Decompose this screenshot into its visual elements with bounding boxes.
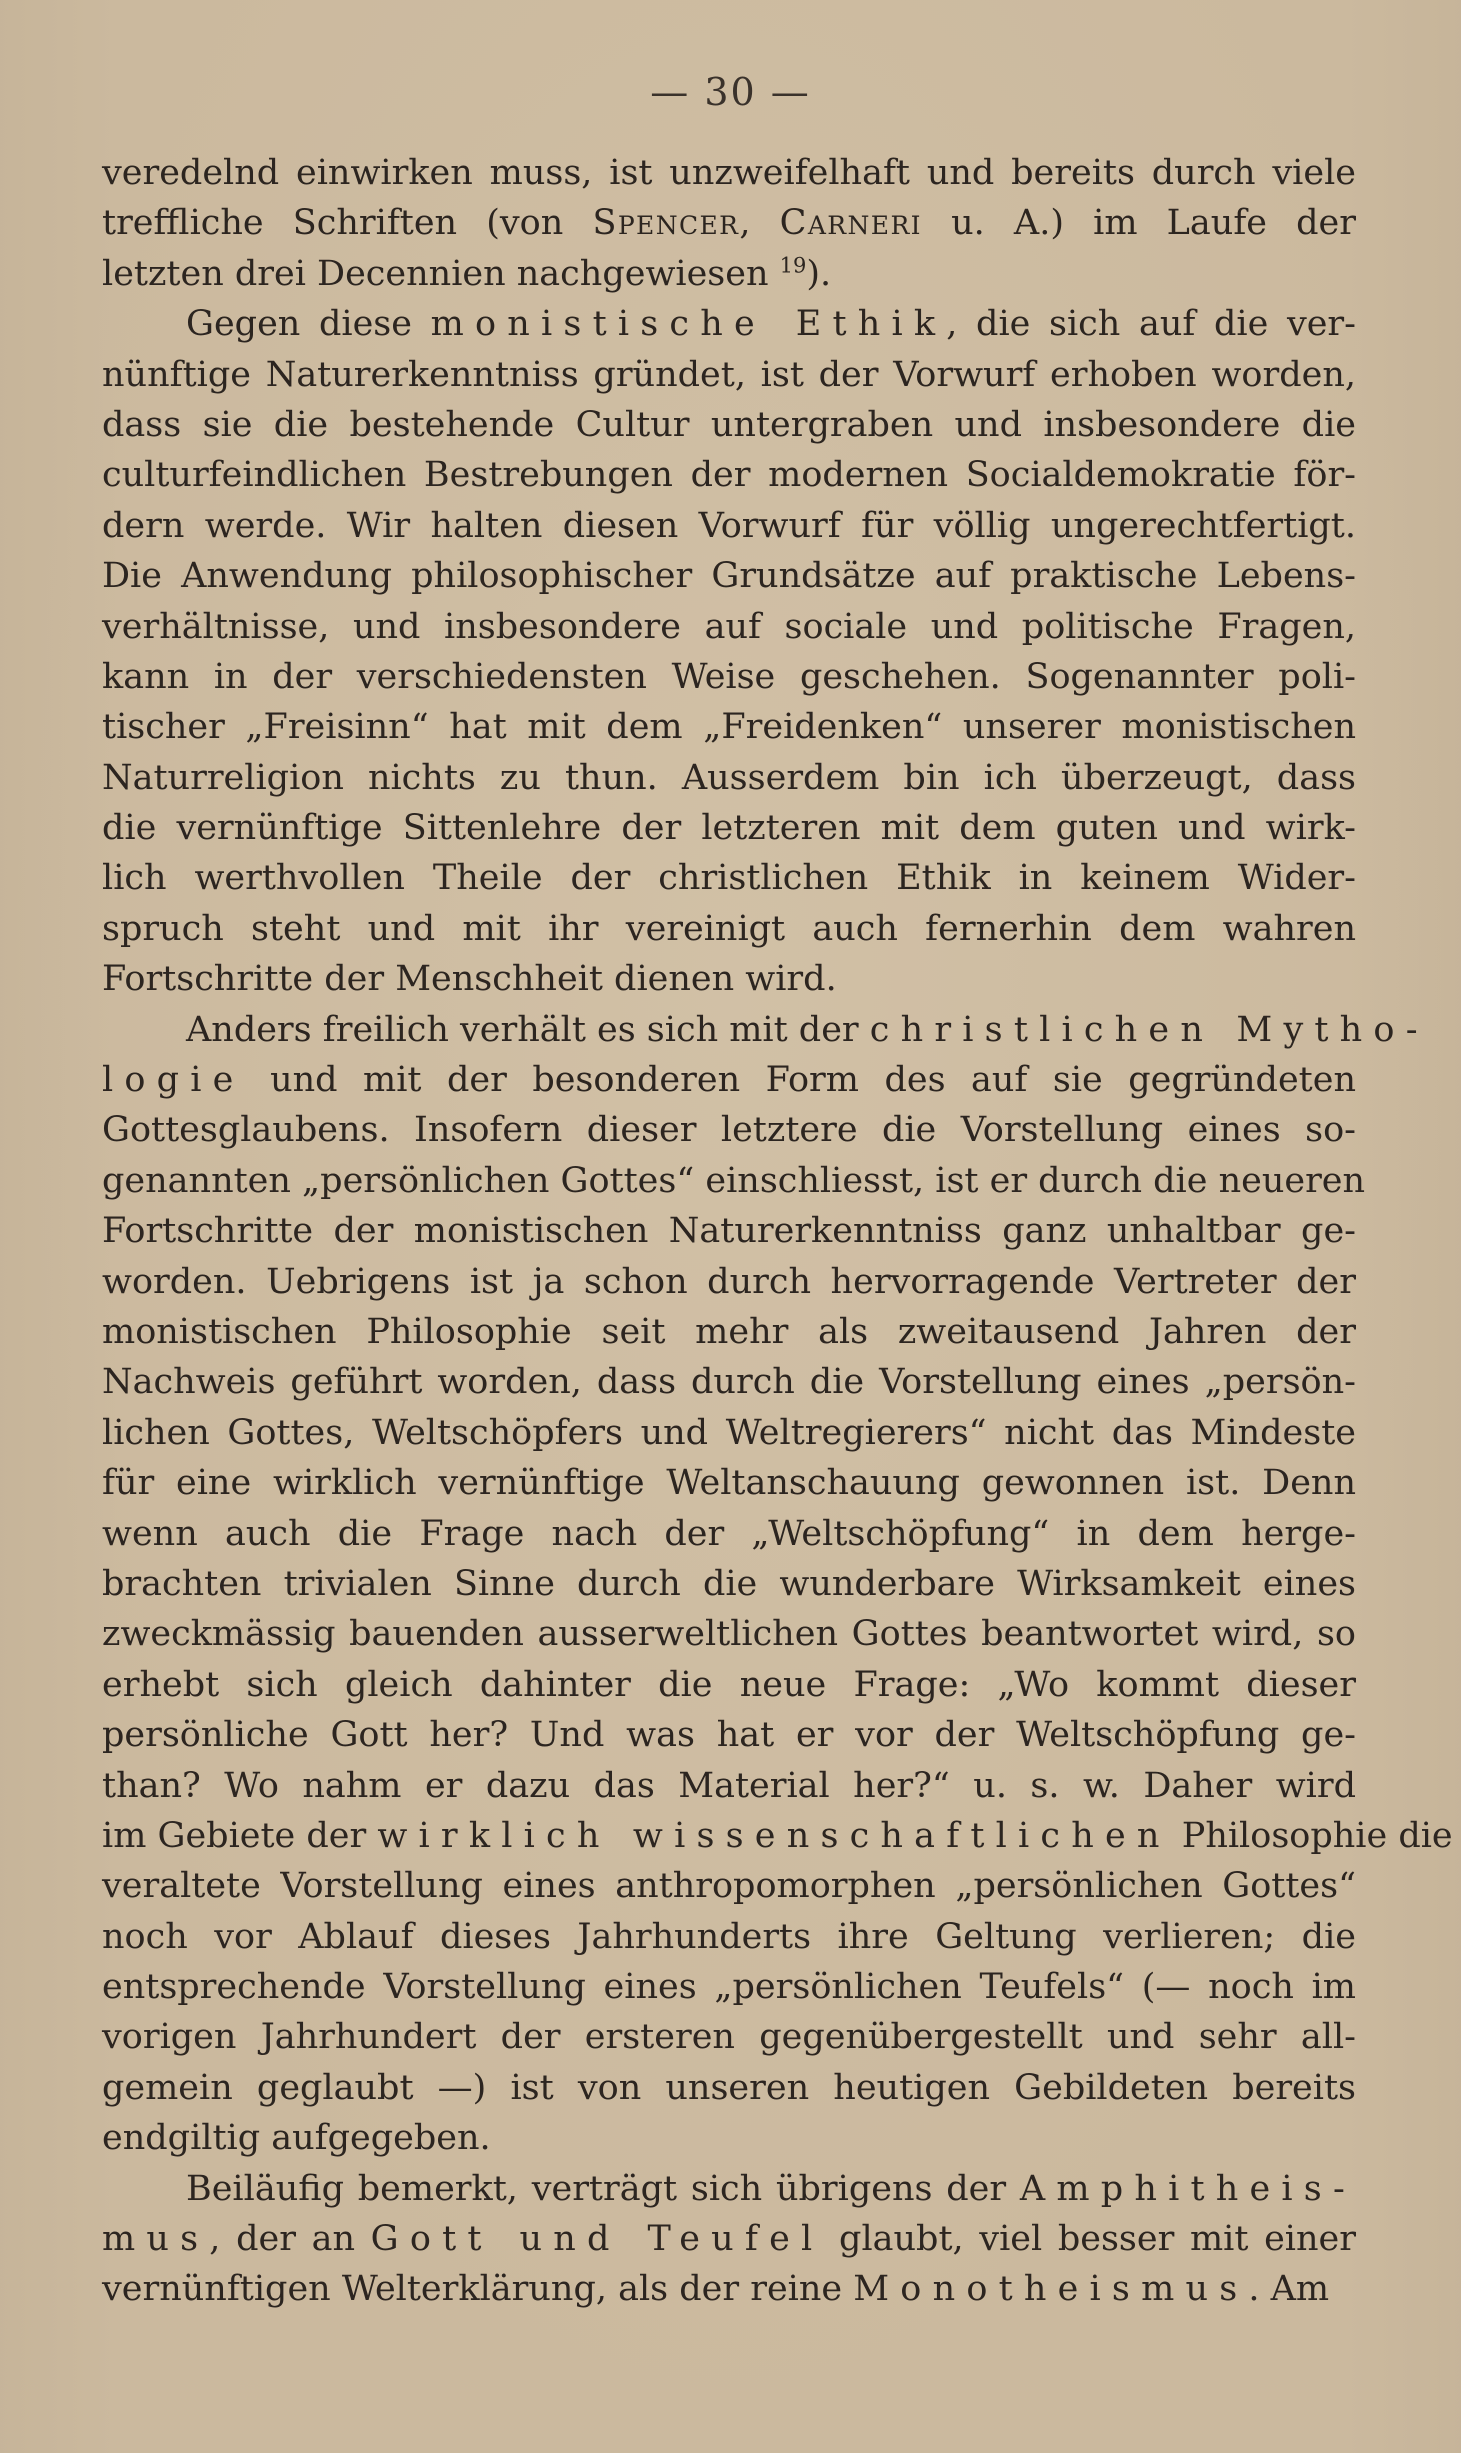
- text-run: u. A.) im Laufe der: [921, 203, 1356, 244]
- text-run: für eine wirklich vernünftige Weltanschauung gewonnen ist. Denn: [102, 1463, 1356, 1504]
- text-line: [102, 350, 1356, 400]
- paragraph-p3: [102, 1005, 1453, 2164]
- text-line: [102, 954, 1356, 1004]
- text-run: worden. Uebrigens ist ja schon durch hervorragende Vertreter der: [102, 1261, 1356, 1302]
- text-run: gemein geglaubt —) ist von unseren heutigen Gebildeten bereits: [102, 2067, 1356, 2108]
- text-run: , der an: [209, 2219, 371, 2260]
- text-line: [102, 2012, 1356, 2062]
- text-run: ).: [806, 253, 832, 294]
- text-line: [102, 1509, 1356, 1559]
- paragraph-p1: [102, 148, 1356, 299]
- text-line: [102, 1357, 1356, 1407]
- text-run: nünftige Naturerkenntniss gründet, ist der Vorwurf erhoben worden,: [102, 354, 1356, 395]
- text-run: Anders freilich verhält es sich mit der: [186, 1009, 870, 1050]
- text-line: [102, 753, 1356, 803]
- text-run: die vernünftige Sittenlehre der letzteren mit dem guten und wirk-: [102, 808, 1356, 849]
- emphasis-spaced: monistische Ethik: [430, 304, 947, 345]
- text-line: [102, 2214, 1356, 2264]
- text-line: [102, 1458, 1356, 1508]
- emphasis-spaced: Gott und Teufel: [370, 2219, 824, 2260]
- emphasis-spaced: mus: [102, 2219, 210, 2260]
- text-line: [102, 198, 1356, 248]
- text-line: [102, 1055, 1356, 1105]
- footnote-ref: 19: [779, 253, 807, 278]
- text-run: kann in der verschiedensten Weise geschehen. Sogenannter poli-: [102, 656, 1356, 697]
- text-run: Beiläufig bemerkt, verträgt sich übrigens der: [186, 2168, 1020, 2209]
- text-run: lichen Gottes, Weltschöpfers und Weltregierers“ nicht das Mindeste: [102, 1412, 1356, 1453]
- text-line: [102, 1609, 1356, 1659]
- paragraph-p4: [102, 2164, 1356, 2315]
- paragraph-p2: [102, 299, 1356, 1004]
- text-run: than? Wo nahm er dazu das Material her?“ u. s. w. Daher wird: [102, 1765, 1356, 1806]
- text-run: letzten drei Decennien nachgewiesen: [102, 253, 780, 294]
- text-line: [102, 551, 1356, 601]
- text-run: spruch steht und mit ihr vereinigt auch fernerhin dem wahren: [102, 908, 1356, 949]
- text-line: [102, 803, 1356, 853]
- text-run: Fortschritte der monistischen Naturerkenntniss ganz unhaltbar ge-: [102, 1211, 1356, 1252]
- text-run: culturfeindlichen Bestrebungen der modernen Socialdemokratie för-: [102, 455, 1356, 496]
- text-run: . Am: [1248, 2269, 1330, 2310]
- text-line: [102, 853, 1356, 903]
- text-line: [102, 450, 1356, 500]
- text-line: [102, 2164, 1356, 2214]
- text-line: [102, 2063, 1356, 2113]
- text-run: im Gebiete der: [102, 1815, 378, 1856]
- text-line: [102, 1257, 1356, 1307]
- text-run: lich werthvollen Theile der christlichen Ethik in keinem Wider-: [102, 858, 1356, 899]
- text-line: [102, 1660, 1356, 1710]
- text-line: [102, 702, 1356, 752]
- text-run: genannten „persönlichen Gottes“ einschliesst, ist er durch die neueren: [102, 1160, 1366, 1201]
- text-run: dass sie die bestehende Cultur untergraben und insbesondere die: [102, 404, 1356, 445]
- emphasis-spaced: Amphitheis-: [1019, 2168, 1356, 2209]
- author-name: Carneri: [779, 203, 922, 244]
- text-line: [102, 1710, 1356, 1760]
- text-line: [102, 1811, 1453, 1861]
- text-run: endgiltig aufgegeben.: [102, 2118, 491, 2159]
- text-run: dern werde. Wir halten diesen Vorwurf für völlig ungerechtfertigt.: [102, 505, 1356, 546]
- text-line: [102, 1912, 1356, 1962]
- text-run: erhebt sich gleich dahinter die neue Frage: „Wo kommt dieser: [102, 1664, 1356, 1705]
- body-text: [102, 148, 1453, 2315]
- text-run: tischer „Freisinn“ hat mit dem „Freidenken“ unserer monistischen: [102, 707, 1356, 748]
- text-line: [102, 1761, 1356, 1811]
- text-run: , die sich auf die ver-: [946, 304, 1356, 345]
- text-run: wenn auch die Frage nach der „Weltschöpfung“ in dem herge-: [102, 1513, 1356, 1554]
- text-line: [102, 148, 1356, 198]
- text-run: veredelnd einwirken muss, ist unzweifelhaft und bereits durch viele: [102, 153, 1356, 193]
- author-name: Spencer: [592, 203, 740, 244]
- text-run: Naturreligion nichts zu thun. Ausserdem bin ich überzeugt, dass: [102, 757, 1356, 798]
- text-run: persönliche Gott her? Und was hat er vor der Weltschöpfung ge-: [102, 1715, 1356, 1756]
- text-run: monistischen Philosophie seit mehr als zweitausend Jahren der: [102, 1311, 1356, 1352]
- text-run: vernünftigen Welterklärung, als der reine: [102, 2269, 854, 2310]
- text-line: [102, 1105, 1356, 1155]
- text-line: [102, 2264, 1356, 2314]
- text-line: [102, 400, 1356, 450]
- text-line: [102, 652, 1356, 702]
- text-line: [102, 1206, 1356, 1256]
- text-line: [102, 501, 1356, 551]
- text-run: treffliche Schriften (von: [102, 203, 593, 244]
- text-line: [102, 1861, 1356, 1911]
- text-line: [102, 1005, 1429, 1055]
- text-run: und mit der besonderen Form des auf sie gegründeten: [244, 1060, 1356, 1101]
- emphasis-spaced: logie: [102, 1060, 245, 1101]
- text-line: [102, 249, 1356, 299]
- text-line: [102, 2113, 1356, 2163]
- text-run: veraltete Vorstellung eines anthropomorphen „persönlichen Gottes“: [102, 1866, 1356, 1907]
- text-run: brachten trivialen Sinne durch die wunderbare Wirksamkeit eines: [102, 1563, 1356, 1604]
- text-run: Fortschritte der Menschheit dienen wird.: [102, 959, 837, 1000]
- text-run: Philosophie die: [1170, 1815, 1453, 1856]
- text-run: Gegen diese: [186, 304, 431, 345]
- text-line: [102, 1156, 1366, 1206]
- text-run: zweckmässig bauenden ausserweltlichen Gottes beantwortet wird, so: [102, 1614, 1356, 1655]
- text-line: [102, 1559, 1356, 1609]
- text-run: vorigen Jahrhundert der ersteren gegenübergestellt und sehr all-: [102, 2017, 1356, 2058]
- text-line: [102, 1962, 1356, 2012]
- emphasis-spaced: Monotheismus: [853, 2269, 1249, 2310]
- text-run: glaubt, viel besser mit einer: [823, 2219, 1356, 2260]
- text-line: [102, 1307, 1356, 1357]
- text-line: [102, 299, 1356, 349]
- text-run: verhältnisse, und insbesondere auf sociale und politische Fragen,: [102, 606, 1356, 647]
- emphasis-spaced: wirklich wissenschaftlichen: [377, 1815, 1171, 1856]
- text-line: [102, 904, 1356, 954]
- text-line: [102, 1408, 1356, 1458]
- emphasis-spaced: christlichen Mytho-: [869, 1009, 1429, 1050]
- page-number: — 30 —: [650, 70, 811, 114]
- text-run: Nachweis geführt worden, dass durch die Vorstellung eines „persön-: [102, 1362, 1356, 1403]
- text-line: [102, 602, 1356, 652]
- text-run: noch vor Ablauf dieses Jahrhunderts ihre Geltung verlieren; die: [102, 1916, 1356, 1957]
- text-run: entsprechende Vorstellung eines „persönlichen Teufels“ (— noch im: [102, 1967, 1356, 2008]
- text-run: Die Anwendung philosophischer Grundsätze auf praktische Lebens-: [102, 556, 1356, 597]
- text-run: Gottesglaubens. Insofern dieser letztere die Vorstellung eines so-: [102, 1110, 1356, 1151]
- text-run: ,: [739, 203, 780, 244]
